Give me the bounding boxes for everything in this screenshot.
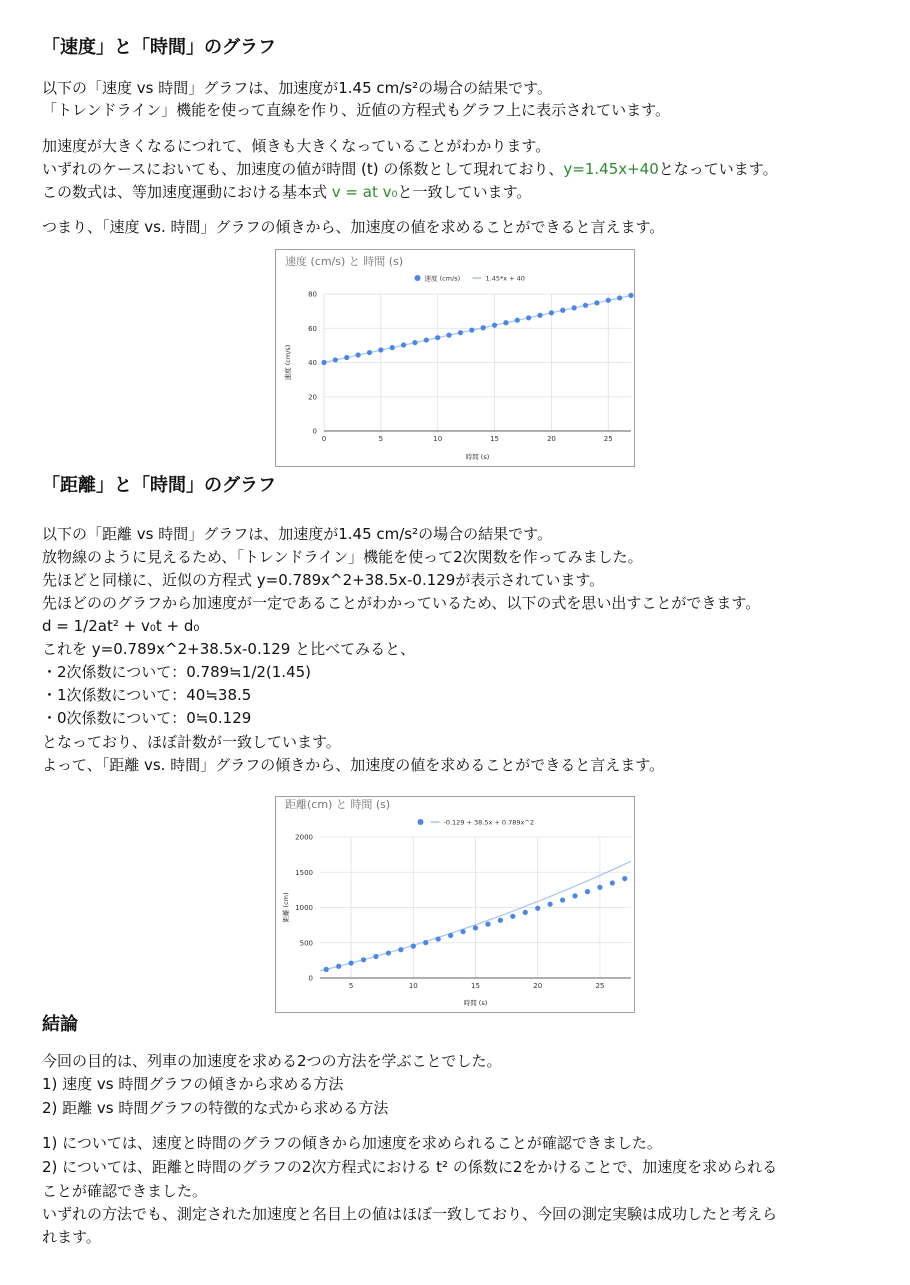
y-tick-label: 20	[308, 393, 317, 402]
distance-chart-svg	[276, 797, 634, 1012]
bullet-item: ・0次係数について：0≒0.129	[42, 709, 252, 727]
data-point	[349, 960, 354, 965]
paragraph-line: いずれの方法でも、測定された加速度と名目上の値はほぼ一致しており、今回の測定実験は成功したと考えら	[42, 1205, 778, 1223]
y-tick-label: 40	[308, 359, 317, 367]
x-axis-label: 時間 (s)	[463, 999, 488, 1007]
formula-line: d = 1/2at² + v₀t + d₀	[42, 617, 200, 635]
data-point	[398, 947, 403, 952]
data-point	[498, 918, 503, 923]
x-tick-label: 20	[533, 982, 543, 990]
data-point	[344, 355, 349, 360]
x-tick-label: 25	[595, 982, 605, 990]
paragraph-line: よって、「距離 vs. 時間」グラフの傾きから、加速度の値を求めることができると言えます。	[42, 756, 665, 774]
paragraph-line: 2) については、距離と時間のグラフの2次方程式における t² の係数に2をかけることで、加速度を求められる	[42, 1158, 778, 1176]
data-point	[481, 325, 486, 330]
data-point	[458, 330, 463, 335]
data-point	[610, 880, 615, 885]
distance-chart	[275, 796, 635, 1013]
bullet-item: ・1次係数について：40≒38.5	[42, 686, 252, 704]
equation-text: y=1.45x+40	[563, 160, 659, 178]
y-tick-label: 1500	[295, 868, 313, 877]
paragraph-line: となっており、ほぼ計数が一致しています。	[42, 733, 341, 751]
x-tick-label: 20	[546, 435, 556, 443]
paragraph-line: れます。	[42, 1228, 101, 1246]
data-point	[361, 957, 366, 962]
data-point	[606, 298, 611, 303]
y-axis-label: 速度 (cm/s)	[284, 344, 292, 381]
x-axis-label: 時間 (s)	[465, 453, 490, 461]
x-tick-label: 15	[471, 982, 480, 990]
data-point	[336, 964, 341, 969]
paragraph-line: 放物線のように見えるため、「トレンドライン」機能を使って2次関数を作ってみました。	[42, 548, 643, 566]
data-point	[572, 893, 577, 898]
data-point	[324, 967, 329, 972]
paragraph-line: 1) については、速度と時間のグラフの傾きから加速度を求められることが確認できました。	[42, 1134, 662, 1152]
section-heading-conclusion: 結論	[42, 1014, 78, 1035]
paragraph-line: これを y=0.789x^2+38.5x-0.129 と比べてみると、	[42, 640, 416, 658]
paragraph-line: 今回の目的は、列車の加速度を求める2つの方法を学ぶことでした。	[42, 1052, 502, 1070]
y-tick-label: 500	[299, 939, 313, 948]
data-point	[412, 340, 417, 345]
velocity-chart-svg	[276, 250, 634, 466]
data-point	[446, 333, 451, 338]
data-point	[460, 929, 465, 934]
data-point	[390, 345, 395, 350]
equation-text: v = at v₀	[331, 183, 398, 201]
data-point	[378, 347, 383, 352]
data-point	[523, 910, 528, 915]
paragraph-line: 先ほどののグラフから加速度が一定であることがわかっているため、以下の式を思い出すことができます。	[42, 594, 761, 612]
data-point	[469, 328, 474, 333]
y-tick-label: 80	[308, 290, 317, 299]
data-point	[367, 350, 372, 355]
velocity-chart	[275, 249, 635, 467]
data-point	[515, 318, 520, 323]
data-point	[583, 303, 588, 308]
text-span: いずれのケースにおいても、加速度の値が時間 (t) の係数として現れており、	[42, 160, 564, 178]
y-tick-label: 0	[308, 974, 313, 983]
data-point	[585, 889, 590, 894]
list-item: 1) 速度 vs 時間グラフの傾きから求める方法	[42, 1075, 344, 1093]
data-point	[537, 313, 542, 318]
legend-label: -0.129 + 38.5x + 0.789x^2	[443, 818, 534, 827]
y-tick-label: 1000	[295, 904, 313, 912]
data-point	[597, 885, 602, 890]
paragraph-line: 「トレンドライン」機能を使って直線を作り、近値の方程式もグラフ上に表示されています。	[42, 101, 670, 119]
paragraph-line	[42, 181, 531, 203]
data-point	[435, 335, 440, 340]
bullet-item: ・2次係数について：0.789≒1/2(1.45)	[42, 663, 312, 681]
data-point	[548, 902, 553, 907]
data-point	[560, 897, 565, 902]
data-point	[333, 357, 338, 362]
data-point	[628, 293, 633, 298]
text-span: となっています。	[658, 160, 778, 178]
x-tick-label: 10	[408, 982, 418, 990]
x-tick-label: 0	[321, 435, 327, 443]
data-point	[560, 308, 565, 313]
legend-marker-point	[418, 819, 424, 825]
x-tick-label: 5	[378, 435, 384, 443]
x-tick-label: 10	[433, 435, 443, 443]
text-span: と一致しています。	[397, 183, 532, 201]
paragraph-line: 以下の「距離 vs 時間」グラフは、加速度が1.45 cm/s²の場合の結果です。	[42, 525, 552, 543]
paragraph-line: 加速度が大きくなるにつれて、傾きも大きくなっていることがわかります。	[42, 137, 551, 155]
data-point	[424, 337, 429, 342]
chart-title: 距離(cm) と 時間 (s)	[285, 798, 391, 811]
chart-title: 速度 (cm/s) と 時間 (s)	[285, 255, 404, 268]
data-point	[448, 933, 453, 938]
data-point	[622, 876, 627, 881]
data-point	[321, 360, 326, 365]
paragraph-line: ことが確認できました。	[42, 1182, 208, 1200]
y-axis-label: 距離 (cm)	[282, 892, 290, 923]
data-point	[386, 950, 391, 955]
y-tick-label: 60	[308, 324, 317, 333]
data-point	[526, 315, 531, 320]
y-tick-label: 2000	[295, 833, 313, 842]
paragraph-line: 以下の「速度 vs 時間」グラフは、加速度が1.45 cm/s²の場合の結果です。	[42, 79, 552, 97]
legend-label: 1.45*x + 40	[485, 274, 525, 283]
x-tick-label: 15	[490, 435, 500, 443]
data-point	[572, 305, 577, 310]
data-point	[373, 954, 378, 959]
paragraph-line	[42, 158, 778, 180]
data-point	[473, 925, 478, 930]
data-point	[594, 300, 599, 305]
data-point	[436, 936, 441, 941]
section-heading-distance: 「距離」と「時間」のグラフ	[42, 475, 276, 496]
data-point	[549, 310, 554, 315]
paragraph-line: つまり、「速度 vs. 時間」グラフの傾きから、加速度の値を求めることができると言えます。	[42, 218, 665, 236]
data-point	[503, 320, 508, 325]
data-point	[510, 914, 515, 919]
legend-label: 速度 (cm/s)	[424, 274, 461, 283]
text-span: この数式は、等加速度運動における基本式	[42, 183, 332, 201]
data-point	[411, 944, 416, 949]
list-item: 2) 距離 vs 時間グラフの特徴的な式から求める方法	[42, 1099, 389, 1117]
data-point	[356, 352, 361, 357]
data-point	[423, 940, 428, 945]
paragraph-line: 先ほどと同様に、近似の方程式 y=0.789x^2+38.5x-0.129が表示されています。	[42, 571, 605, 589]
y-tick-label: 0	[312, 427, 317, 436]
data-point	[485, 922, 490, 927]
x-tick-label: 5	[348, 982, 354, 990]
section-heading-velocity: 「速度」と「時間」のグラフ	[42, 37, 276, 58]
data-point	[492, 323, 497, 328]
data-point	[535, 906, 540, 911]
x-tick-label: 25	[603, 435, 613, 443]
legend-marker-point	[415, 275, 421, 281]
data-point	[401, 342, 406, 347]
data-point	[617, 295, 622, 300]
